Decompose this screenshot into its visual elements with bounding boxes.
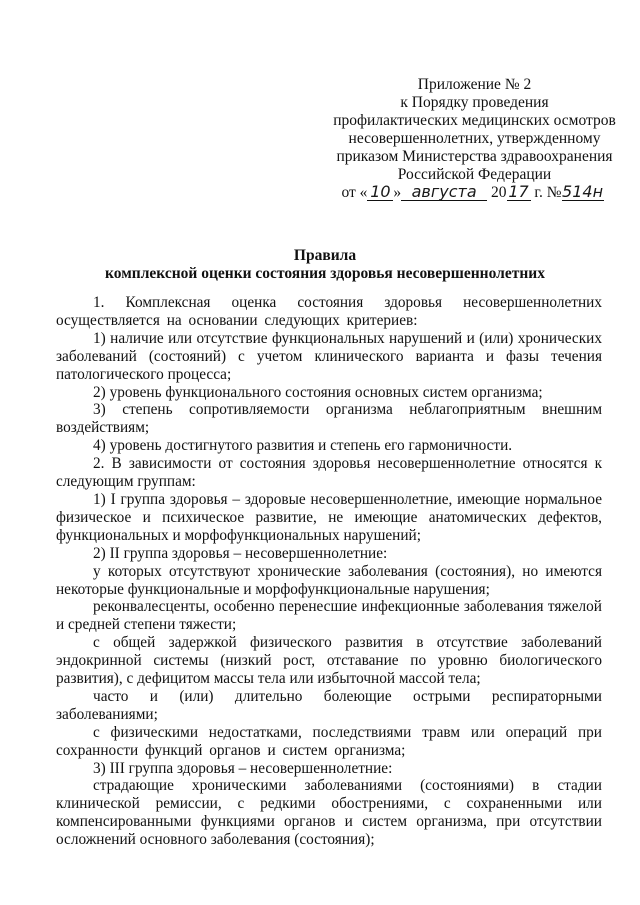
year-handwritten: 17: [508, 182, 529, 201]
paragraph: с общей задержкой физического развития в отсутствие заболеваний эндокринной системы (низкий рост, отставание по уровню биологического развития), с дефицитом массы тела или избыточной массой тела;: [56, 634, 602, 688]
title-block: [60, 247, 590, 283]
date-day-field: [367, 184, 393, 201]
paragraph: у которых отсутствуют хронические заболевания (состояния), но имеются некоторые функциональные и морфофункциональные нарушения;: [56, 562, 602, 598]
appendix-line: профилактических медицинских осмотров: [333, 112, 616, 129]
date-mid: »: [393, 184, 402, 201]
appendix-line: Российской Федерации: [397, 166, 552, 183]
order-date-line: [330, 184, 615, 202]
appendix-line: к Порядку проведения: [400, 94, 549, 111]
paragraph: 2. В зависимости от состояния здоровья несовершеннолетние относятся к следующим группам:: [56, 455, 602, 491]
appendix-line: Приложение № 2: [417, 76, 532, 93]
date-day-handwritten: 10: [370, 182, 391, 201]
paragraph: 1) наличие или отсутствие функциональных нарушений и (или) хронических заболеваний (состояний) с учетом клинического варианта и фазы течения патологического процесса;: [56, 329, 602, 383]
appendix-block: [332, 76, 617, 202]
paragraph: с физическими недостатками, последствиями травм или операций при сохранности функций органов и систем организма;: [56, 723, 602, 759]
appendix-line: несовершеннолетних, утвержденному: [348, 130, 601, 147]
number-field: [562, 184, 604, 201]
order-number-handwritten: 514н: [562, 182, 604, 201]
document-subtitle: комплексной оценки состояния здоровья несовершеннолетних: [105, 265, 545, 282]
document-body: [56, 294, 602, 849]
paragraph: часто и (или) длительно болеющие острыми респираторными заболеваниями;: [56, 687, 602, 723]
document-title: Правила: [293, 247, 357, 264]
paragraph: 1. Комплексная оценка состояния здоровья несовершеннолетних осуществляется на основании следующих критериев:: [56, 294, 602, 329]
paragraph: 4) уровень достигнутого развития и степень его гармоничности.: [93, 437, 513, 455]
paragraph: 1) I группа здоровья – здоровые несовершеннолетние, имеющие нормальное физическое и психическое развитие, не имеющие анатомических дефектов, функциональных и морфофункциональных нарушений;: [56, 490, 602, 544]
paragraph: 2) II группа здоровья – несовершеннолетние:: [93, 544, 388, 562]
paragraph: страдающие хроническими заболеваниями (состояниями) в стадии клинической ремиссии, с редкими обострениями, с сохраненными или компенсированными функциями органов и систем организма, при отсутствии осложнений основного заболевания (состояния);: [56, 777, 602, 849]
paragraph: 3) степень сопротивляемости организма неблагоприятным внешним воздействиям;: [56, 401, 602, 437]
paragraph: 3) III группа здоровья – несовершеннолетние:: [93, 759, 393, 777]
date-month-handwritten: августа: [411, 182, 477, 201]
year-prefix: 20: [491, 184, 507, 201]
date-month-field: [401, 184, 487, 201]
number-prefix: г. №: [534, 184, 562, 201]
year-field: [507, 184, 531, 201]
paragraph: 2) уровень функционального состояния основных систем организма;: [93, 383, 543, 401]
date-prefix: от «: [341, 184, 368, 201]
paragraph: реконвалесценты, особенно перенесшие инфекционные заболевания тяжелой и средней степени тяжести;: [56, 598, 602, 634]
appendix-line: приказом Министерства здравоохранения: [336, 148, 613, 165]
